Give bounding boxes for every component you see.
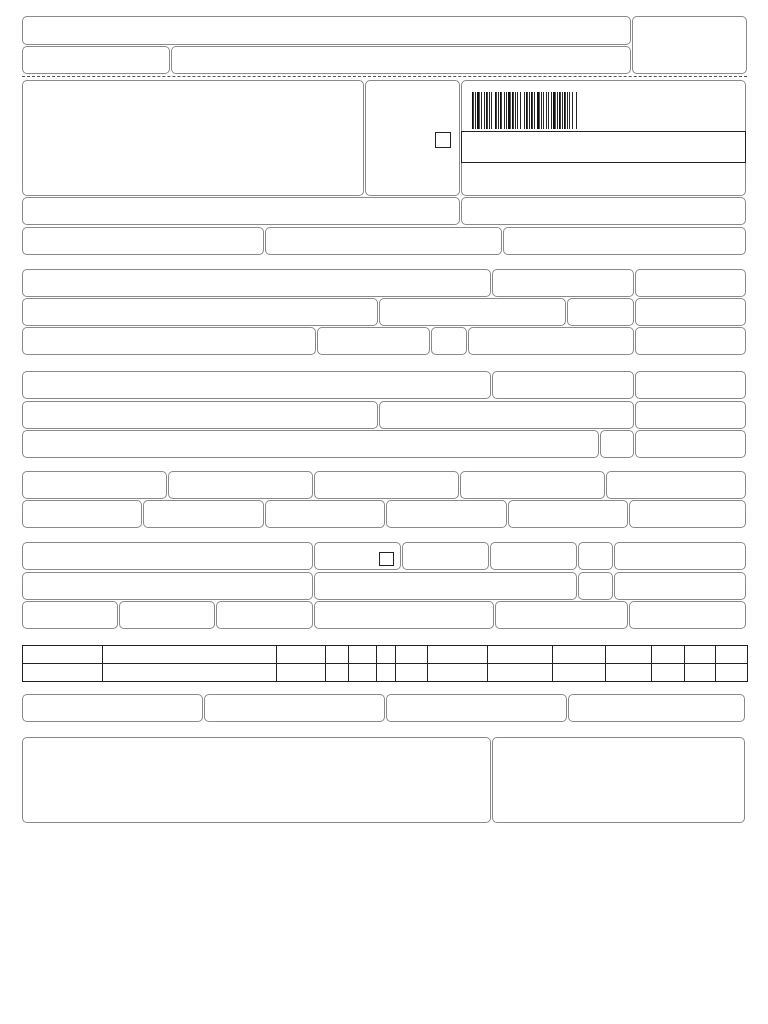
s5-row3-field-4[interactable] [314, 601, 494, 629]
s2-field-c[interactable] [635, 269, 746, 297]
s5-row3-field-5[interactable] [495, 601, 628, 629]
s5-row3-field-3[interactable] [216, 601, 313, 629]
row2-field-3[interactable] [503, 227, 746, 255]
s5-row2-field-3[interactable] [578, 572, 613, 600]
table-cell[interactable] [326, 664, 349, 682]
table-cell[interactable] [103, 646, 277, 664]
s3-row3-small-field[interactable] [600, 430, 634, 458]
table-cell[interactable] [428, 664, 488, 682]
table-cell[interactable] [652, 664, 685, 682]
table-cell[interactable] [553, 646, 606, 664]
s5-row3-field-2[interactable] [119, 601, 215, 629]
row2-field-1[interactable] [22, 227, 264, 255]
table-cell[interactable] [716, 664, 748, 682]
s2-row3-field-2[interactable] [317, 327, 430, 355]
table-cell[interactable] [349, 646, 377, 664]
header-subtitle-field[interactable] [171, 46, 631, 74]
s4-row2-field-5[interactable] [508, 500, 628, 528]
s5-row3-field-1[interactable] [22, 601, 118, 629]
s6-field-2[interactable] [204, 694, 385, 722]
table-cell[interactable] [396, 664, 428, 682]
row2-field-2[interactable] [265, 227, 502, 255]
table-cell[interactable] [606, 646, 652, 664]
table-cell[interactable] [488, 664, 553, 682]
table-row [23, 664, 748, 682]
table-cell[interactable] [553, 664, 606, 682]
s5-row2-field-1[interactable] [22, 572, 313, 600]
s5-row3-field-6[interactable] [629, 601, 746, 629]
s4-row1-field-4[interactable] [460, 471, 605, 499]
cut-line-divider [22, 76, 747, 77]
s4-row1-field-5[interactable] [606, 471, 746, 499]
s3-name-field[interactable] [22, 371, 491, 399]
barcode-icon [470, 92, 670, 129]
table-cell[interactable] [685, 646, 716, 664]
table-cell[interactable] [428, 646, 488, 664]
s2-state-field[interactable] [567, 298, 634, 326]
s6-field-3[interactable] [386, 694, 567, 722]
s2-row3-field-3[interactable] [431, 327, 467, 355]
s2-row3-field-4[interactable] [468, 327, 634, 355]
row1-right-field[interactable] [461, 197, 746, 225]
row1-wide-field[interactable] [22, 197, 460, 225]
barcode-number-field[interactable] [461, 131, 746, 163]
s3-row3-right-field[interactable] [635, 430, 746, 458]
s4-row2-field-1[interactable] [22, 500, 142, 528]
s3-zip-field[interactable] [635, 401, 746, 429]
table-cell[interactable] [23, 664, 103, 682]
s4-row1-field-3[interactable] [314, 471, 459, 499]
s3-address-field[interactable] [22, 401, 378, 429]
s6-field-4[interactable] [568, 694, 745, 722]
table-cell[interactable] [488, 646, 553, 664]
line-item-table [22, 645, 748, 682]
s4-row2-field-4[interactable] [386, 500, 507, 528]
s2-row3-field-1[interactable] [22, 327, 316, 355]
s3-field-b[interactable] [492, 371, 634, 399]
s2-row3-field-5[interactable] [635, 327, 746, 355]
table-cell[interactable] [103, 664, 277, 682]
table-cell[interactable] [349, 664, 377, 682]
s5-row1-field-3[interactable] [402, 542, 489, 570]
s5-checkbox[interactable] [379, 552, 394, 566]
s2-address-field[interactable] [22, 298, 378, 326]
s5-row1-field-6[interactable] [614, 542, 746, 570]
s5-row1-field-1[interactable] [22, 542, 313, 570]
s4-row2-field-6[interactable] [629, 500, 746, 528]
signature-block[interactable] [492, 737, 745, 823]
s6-field-1[interactable] [22, 694, 203, 722]
table-cell[interactable] [396, 646, 428, 664]
table-cell[interactable] [23, 646, 103, 664]
header-title-field[interactable] [22, 16, 631, 45]
header-corner-box[interactable] [632, 16, 747, 74]
s3-row3-wide-field[interactable] [22, 430, 599, 458]
table-cell[interactable] [606, 664, 652, 682]
address-block[interactable] [22, 80, 364, 196]
s5-row1-field-5[interactable] [578, 542, 613, 570]
check-block-checkbox[interactable] [435, 132, 451, 148]
s5-row1-field-4[interactable] [490, 542, 577, 570]
table-cell[interactable] [377, 646, 396, 664]
s3-city-field[interactable] [379, 401, 634, 429]
s2-city-field[interactable] [379, 298, 566, 326]
s2-name-field[interactable] [22, 269, 491, 297]
table-cell[interactable] [685, 664, 716, 682]
s3-field-c[interactable] [635, 371, 746, 399]
table-cell[interactable] [326, 646, 349, 664]
s5-row2-field-2[interactable] [314, 572, 577, 600]
s4-row1-field-2[interactable] [168, 471, 313, 499]
s2-field-b[interactable] [492, 269, 634, 297]
s4-row2-field-3[interactable] [265, 500, 385, 528]
table-cell[interactable] [277, 646, 326, 664]
table-cell[interactable] [377, 664, 396, 682]
s4-row2-field-2[interactable] [143, 500, 264, 528]
s2-zip-field[interactable] [635, 298, 746, 326]
s4-row1-field-1[interactable] [22, 471, 167, 499]
table-row [23, 646, 748, 664]
s5-row2-field-4[interactable] [614, 572, 746, 600]
table-cell[interactable] [277, 664, 326, 682]
table-cell[interactable] [716, 646, 748, 664]
notes-block[interactable] [22, 737, 491, 823]
header-left-small-field[interactable] [22, 46, 170, 74]
table-cell[interactable] [652, 646, 685, 664]
